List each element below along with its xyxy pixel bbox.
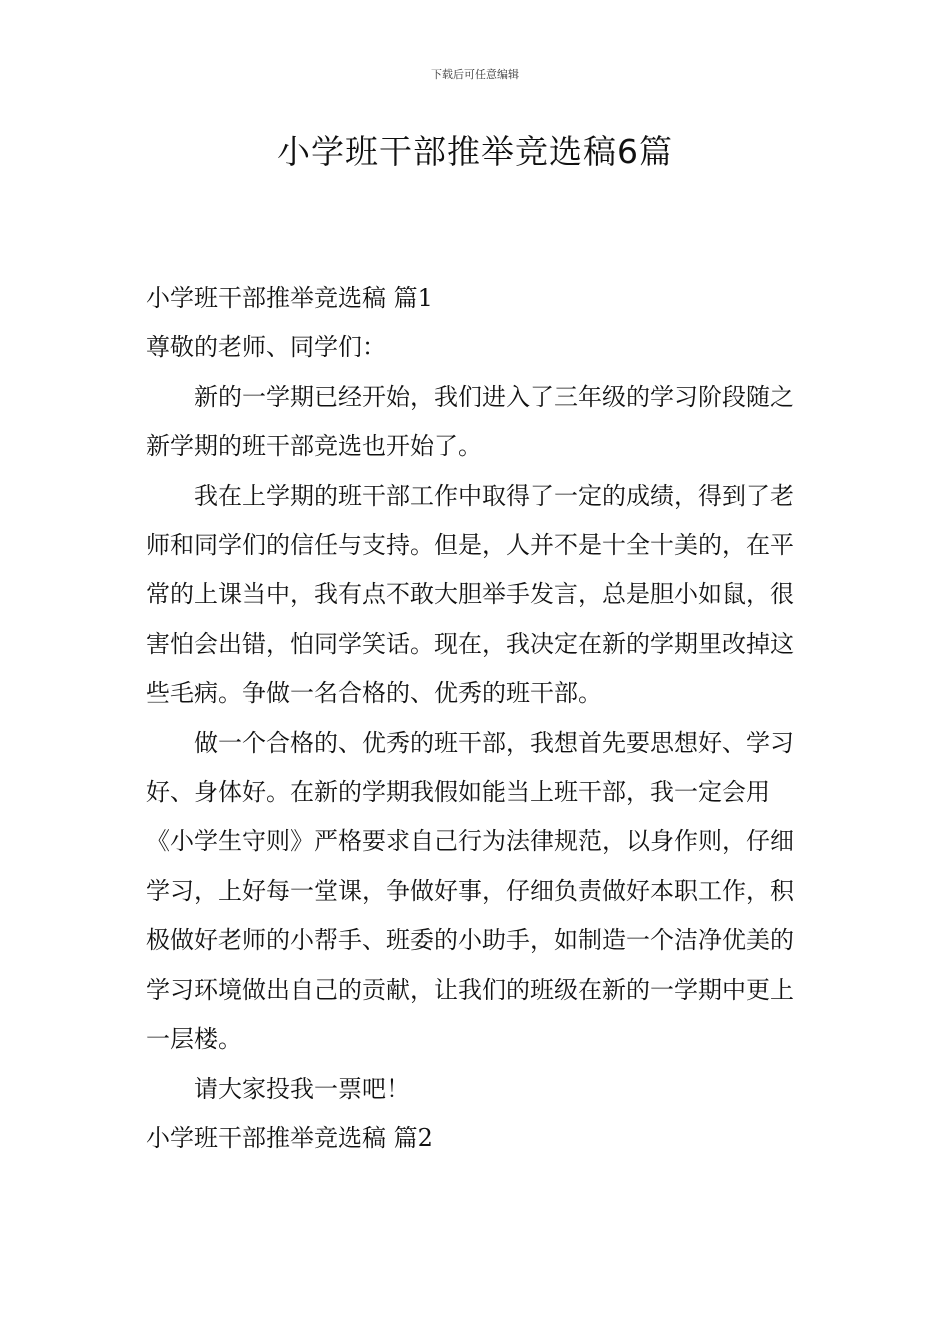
header-note: 下载后可任意编辑 xyxy=(431,68,519,81)
document-title: 小学班干部推举竞选稿6篇 xyxy=(277,132,673,171)
section-heading: 小学班干部推举竞选稿 篇2 xyxy=(146,1123,433,1152)
paragraph: 新的一学期已经开始，我们进入了三年级的学习阶段随之新学期的班干部竞选也开始了。 xyxy=(146,382,794,461)
salutation: 尊敬的老师、同学们： xyxy=(146,333,386,362)
document-body xyxy=(146,274,810,1163)
paragraph: 做一个合格的、优秀的班干部，我想首先要思想好、学习好、身体好。在新的学期我假如能当上班干部，我一定会用《小学生守则》严格要求自己行为法律规范，以身作则，仔细学习，上好每一堂课，争做好事，仔细负责做好本职工作，积极做好老师的小帮手、班委的小助手，如制造一个洁净优美的学习环境做出自己的贡献，让我们的班级在新的一学期中更上一层楼。 xyxy=(146,728,794,1054)
paragraph: 请大家投我一票吧！ xyxy=(194,1074,410,1103)
paragraph: 我在上学期的班干部工作中取得了一定的成绩，得到了老师和同学们的信任与支持。但是，人并不是十全十美的，在平常的上课当中，我有点不敢大胆举手发言，总是胆小如鼠，很害怕会出错，怕同学笑话。现在，我决定在新的学期里改掉这些毛病。争做一名合格的、优秀的班干部。 xyxy=(146,481,794,708)
section-heading: 小学班干部推举竞选稿 篇1 xyxy=(146,284,433,312)
